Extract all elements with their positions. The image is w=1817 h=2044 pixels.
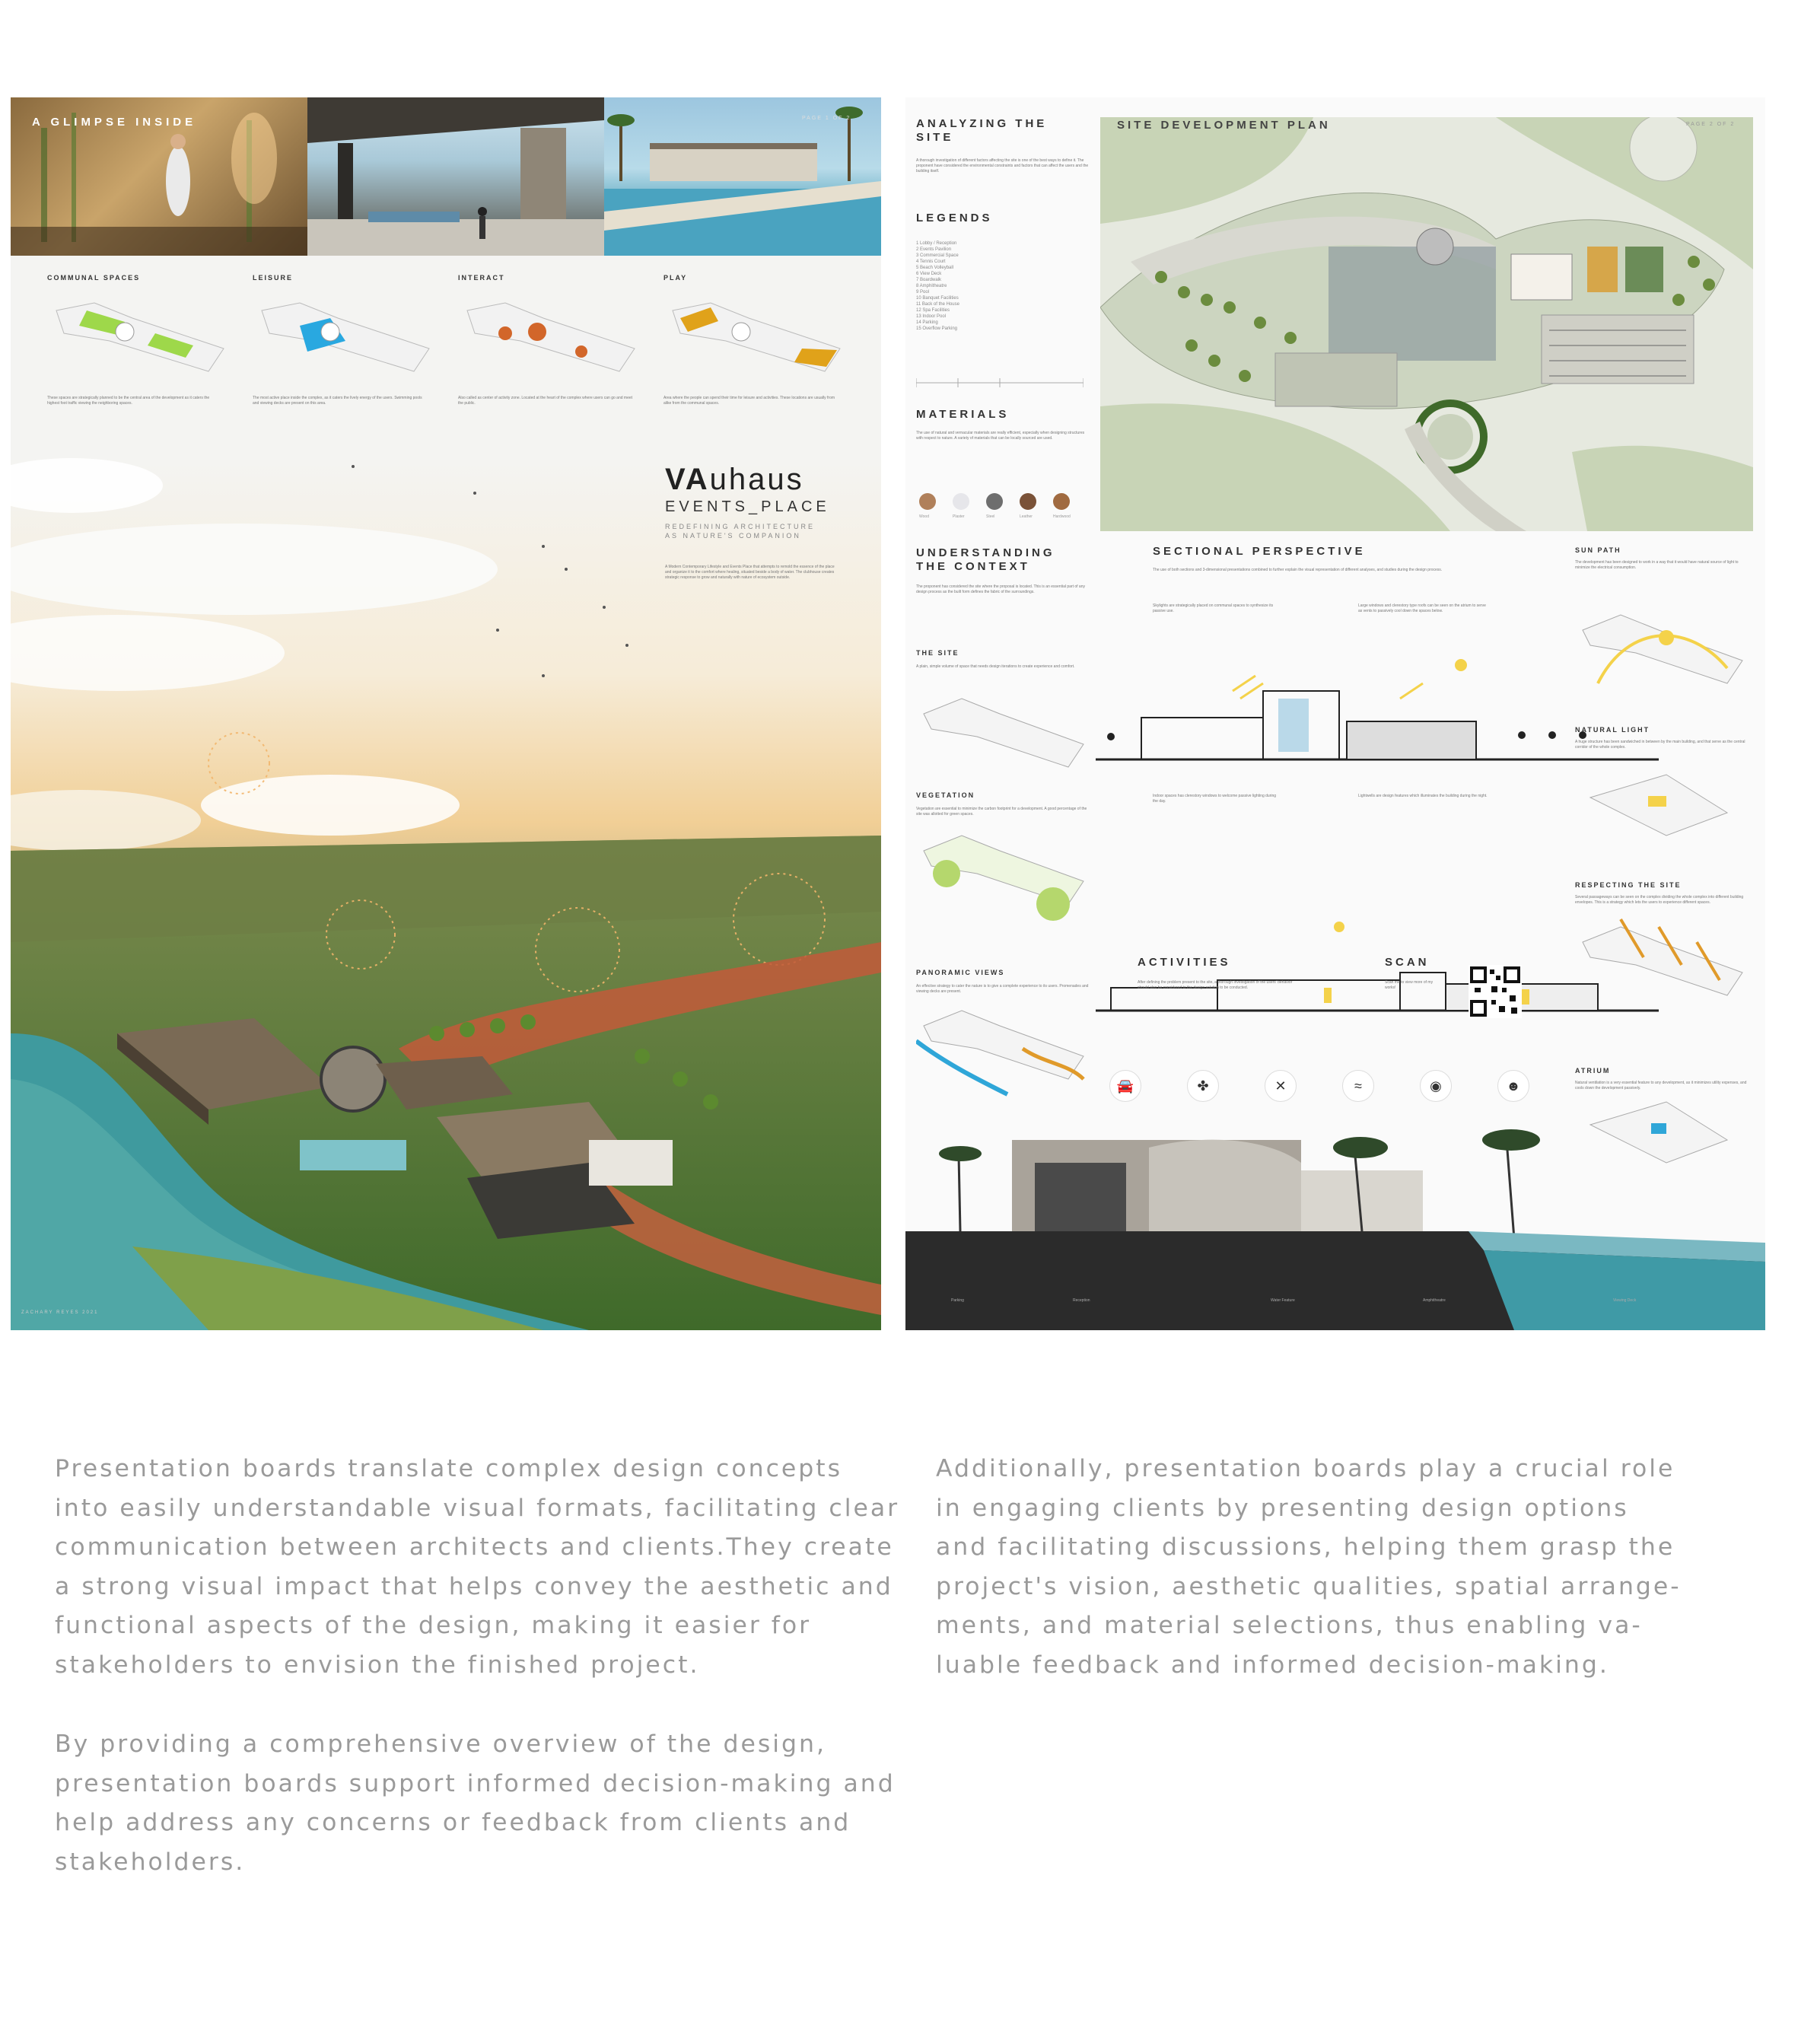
project-brand [665, 463, 830, 540]
sectional-text: The use of both sections and 3-dimensional presentations combined to further explain the visual representation of different analyses, and studies during the design process. [1153, 568, 1443, 572]
section-label-viewing-deck: Viewing Deck [1613, 1298, 1637, 1303]
legend-item: 12 Spa Facilities [916, 308, 950, 313]
respecting-site-title: RESPECTING THE SITE [1575, 881, 1682, 889]
utensils-icon: ✕ [1265, 1070, 1297, 1102]
natural-light-title: NATURAL LIGHT [1575, 726, 1650, 734]
context-title: UNDERSTANDING THE CONTEXT [916, 546, 1055, 573]
project-description: A Modern Contemporary Lifestyle and Events Place that attempts to remold the essence of the place and organize it to the comfort where healing, situated beside a body of water. The clubhouse creates strategic response to grow and naturally with nature of ecosystem outside. [665, 565, 835, 580]
lobby-render [307, 97, 604, 256]
section-label-amphitheatre: Amphitheatre [1423, 1298, 1446, 1303]
vegetation-text: Vegetation are essential to minimize the carbon footprint for a development. A good percentage of the site was allotted for green spaces. [916, 807, 1087, 817]
car-icon: 🚘 [1109, 1070, 1141, 1102]
glimpse-inside-title: A GLIMPSE INSIDE [32, 116, 197, 129]
legend-item: 5 Beach Volleyball [916, 266, 954, 270]
aerial-hero-render [11, 455, 881, 1330]
atrium-text: Natural ventilation is a very essential feature to any development, as it minimizes utility expenses, and cools down the development passively. [1575, 1081, 1747, 1090]
analyzing-site-title: ANALYZING THE SITE [916, 117, 1048, 144]
material-swatch-hardwood [1053, 493, 1070, 510]
left-presentation-board [11, 97, 881, 1330]
materials-title: MATERIALS [916, 408, 1010, 421]
diagram-title-communal: COMMUNAL SPACES [47, 274, 141, 282]
page-mark-right: PAGE 2 OF 2 [1686, 122, 1736, 127]
legend-list [916, 240, 959, 332]
head-icon: ☻ [1497, 1070, 1529, 1102]
vegetation-title: VEGETATION [916, 791, 975, 799]
legend-item: 10 Banquet Facilities [916, 296, 959, 301]
materials-text: The use of natural and vernacular materials are really efficient, especially when designing structures with respect to nature. A variety of materials that can be locally sourced are used. [916, 431, 1085, 441]
board-credit: ZACHARY REYES 2021 [21, 1310, 99, 1315]
section-label-water-feature: Water Feature [1271, 1298, 1295, 1303]
legend-item: 4 Tennis Court [916, 259, 946, 264]
material-label: Hardwood [1053, 514, 1071, 519]
material-label: Plaster [953, 514, 965, 519]
right-column-diagrams [1575, 600, 1758, 1178]
material-label: Leather [1020, 514, 1033, 519]
legend-item: 14 Parking [916, 320, 938, 325]
spa-interior-render [11, 97, 307, 256]
analyzing-site-text: A thorough investigation of different factors affecting the site is one of the best ways to define it. The proponent have considered the environmental constraints and factors that can affect the users and the building itself. [916, 158, 1089, 174]
clerestory-note: Indoor spaces has clerestory windows to welcome passive lighting during the day. [1153, 794, 1277, 804]
body-paragraph-right-1: Additionally, presentation boards play a crucial role in engaging clients by presenting design options and facilitating discussions, helping them grasp the project's vision, aesthetic qualities, spatial arrange- ments, and material selections, thus enabling va- luable feedback and informed decision-making. [936, 1455, 1682, 1679]
fan-icon: ✤ [1187, 1070, 1219, 1102]
material-swatch-wood [919, 493, 936, 510]
material-swatch-leather [1020, 493, 1036, 510]
legend-item: 9 Pool [916, 290, 930, 295]
right-presentation-board [905, 97, 1765, 1330]
section-label-reception: Reception [1073, 1298, 1090, 1303]
legend-item: 1 Lobby / Reception [916, 241, 957, 246]
natural-light-text: A huge structure has been sandwiched in between by the main building, and that serve as the central corridor of the whole complex. [1575, 740, 1745, 750]
respecting-site-text: Several passageways can be seen on the complex dividing the whole complex into different building envelopes. This is a strategy which lets the users to experience different spaces. [1575, 895, 1744, 905]
scan-text: Scan me to view more of my works! [1385, 980, 1434, 990]
material-label: Wood [919, 514, 929, 519]
body-paragraph-left-1: Presentation boards translate complex design concepts into easily understandable visual formats, facilitating clear communication between architects and clients.They create a strong visual impact that helps convey the aesthetic and functional aspects of the design, making it easier for stakeholders to envision the finished project. [55, 1455, 900, 1679]
lightwell-note: Lightwells are design features which illuminates the building during the night. [1358, 794, 1488, 798]
skylight-note: Skylights are strategically placed on communal spaces to synthesize its passive use. [1153, 603, 1274, 613]
legend-item: 6 View Deck [916, 272, 942, 276]
project-tagline-2: AS NATURE'S COMPANION [665, 532, 801, 540]
activities-title: ACTIVITIES [1138, 956, 1231, 969]
diagram-text-interact: Also called as center of activity zone. Located at the heart of the complex where users can go and meet the public. [458, 396, 633, 406]
window-note: Large windows and clerestory type roofs can be seen on the atrium to serve as vents to passively cool down the spaces below. [1358, 603, 1486, 613]
diagram-title-leisure: LEISURE [253, 274, 294, 282]
pool-render [604, 97, 881, 256]
legend-item: 11 Back of the House [916, 302, 959, 307]
sun-path-text: The development has been designed to work in a way that it would have natural source of light to minimize the electrical consumption. [1575, 560, 1739, 570]
diagram-title-interact: INTERACT [458, 274, 505, 282]
wifi-icon: ◉ [1420, 1070, 1452, 1102]
scan-title: SCAN [1385, 956, 1430, 969]
diagram-text-leisure: The most active place inside the complex, as it caters the lively energy of the users. Swimming pools and viewing decks are present on this area. [253, 396, 422, 406]
project-subtitle: EVENTS_PLACE [665, 498, 830, 515]
sun-path-title: SUN PATH [1575, 546, 1621, 554]
panoramic-text: An effective strategy to cater the nature is to give a complete experience to its users. Promenades and viewing decks are present. [916, 984, 1089, 994]
legends-title: LEGENDS [916, 212, 993, 224]
atrium-title: ATRIUM [1575, 1067, 1611, 1075]
context-diagrams [916, 683, 1091, 1110]
legend-item: 15 Overflow Parking [916, 326, 958, 331]
swimmer-icon: ≈ [1342, 1070, 1374, 1102]
scale-bar [916, 375, 1084, 390]
legend-item: 2 Events Pavilion [916, 247, 952, 252]
the-site-title: THE SITE [916, 649, 959, 657]
the-site-text: A plain, simple volume of space that needs design iterations to create experience and comfort. [916, 664, 1075, 669]
section-label-parking: Parking [951, 1298, 964, 1303]
project-tagline-1: REDEFINING ARCHITECTURE [665, 523, 816, 530]
legend-item: 3 Commercial Space [916, 253, 959, 258]
page-mark-left: PAGE 1 OF 2 [802, 116, 851, 121]
material-swatch-plaster [953, 493, 969, 510]
diagram-title-play: PLAY [663, 274, 688, 282]
interior-render-strip [11, 97, 881, 256]
legend-item: 8 Amphitheatre [916, 284, 947, 288]
panoramic-title: PANORAMIC VIEWS [916, 969, 1005, 976]
section-drawings [1096, 645, 1659, 1026]
site-plan-title: SITE DEVELOPMENT PLAN [1117, 119, 1331, 132]
legend-item: 7 Boardwalk [916, 278, 942, 282]
material-swatch-steel [986, 493, 1003, 510]
activities-text: After defining the problem present to the site, a thorough investigation of the users' behavior should also be considered to the design solution to be conducted. [1138, 980, 1293, 990]
project-name: VAuhaus [665, 463, 804, 496]
diagram-text-communal: These spaces are strategically planned to be the central area of the development as it caters the highest foot traffic viewing the neighboring spaces. [47, 396, 210, 406]
qr-code-icon[interactable] [1469, 965, 1522, 1018]
body-paragraph-left-2: By providing a comprehensive overview of the design, presentation boards support informed decision-making and help address any concerns or feedback from clients and stakeholders. [55, 1730, 896, 1876]
sectional-perspective-title: SECTIONAL PERSPECTIVE [1153, 545, 1366, 558]
diagram-text-play: Area where the people can spend their time for leisure and activities. These locations are usually from alike from the communal spaces. [663, 396, 835, 406]
site-development-plan [1100, 117, 1753, 531]
material-label: Steel [986, 514, 995, 519]
legend-item: 13 Indoor Pool [916, 314, 947, 319]
context-text: The proponent has considered the site where the proposal is located. This is an essential part of any design process as the built form defines the fabric of the surroundings. [916, 584, 1085, 594]
